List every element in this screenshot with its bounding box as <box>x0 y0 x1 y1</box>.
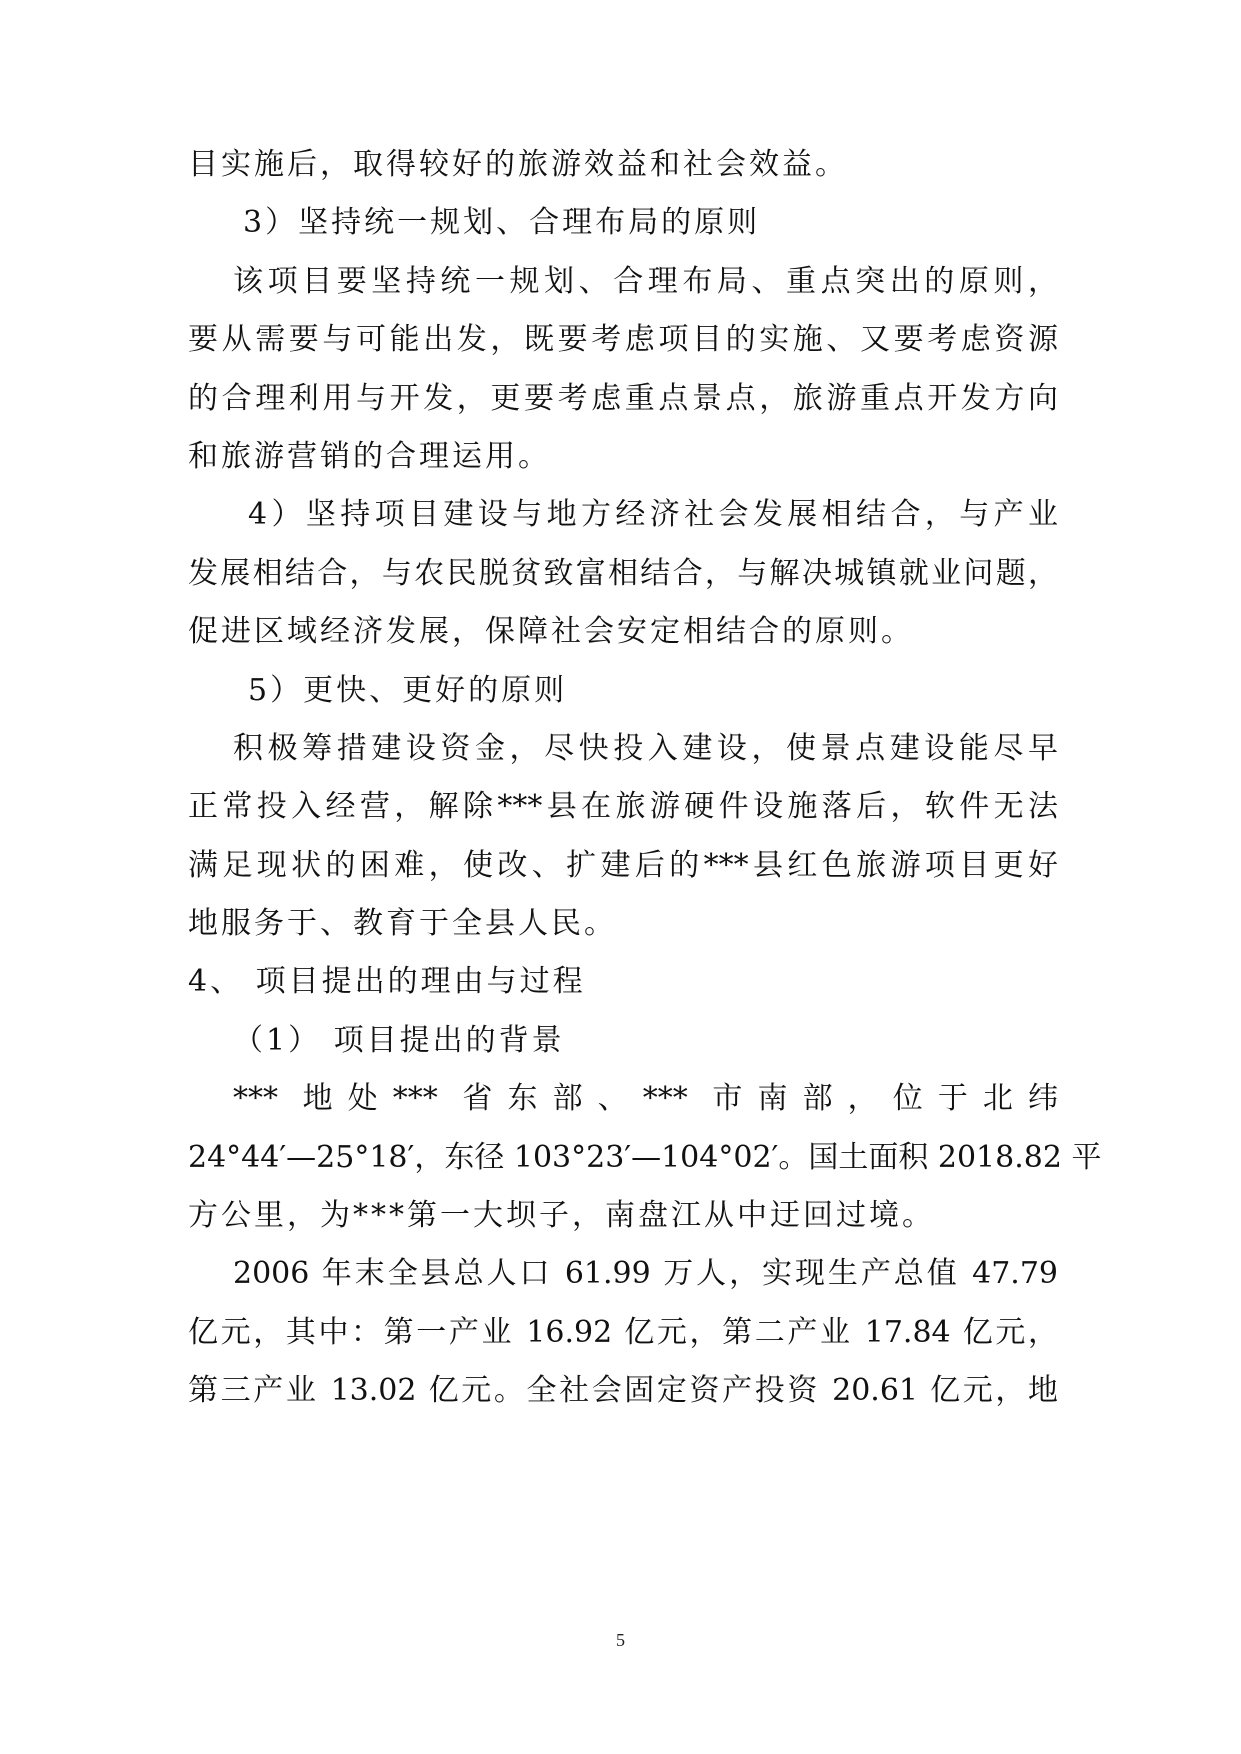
paragraph-line: 方公里，为***第一大坝子，南盘江从中迂回过境。 <box>188 1198 935 1233</box>
paragraph-line: 该项目要坚持统一规划、合理布局、重点突出的原则， <box>233 264 1058 299</box>
section-heading: 3）坚持统一规划、合理布局的原则 <box>243 205 761 240</box>
section-heading: 4）坚持项目建设与地方经济社会发展相结合，与产业 <box>248 497 1058 532</box>
page-number: 5 <box>616 1630 625 1650</box>
paragraph-line: 的合理利用与开发，更要考虑重点景点，旅游重点开发方向 <box>188 381 1058 416</box>
paragraph-line: 第三产业 13.02 亿元。全社会固定资产投资 20.61 亿元，地 <box>188 1373 1058 1408</box>
section-heading: 5）更快、更好的原则 <box>248 673 568 708</box>
section-heading: 4、 项目提出的理由与过程 <box>188 964 586 999</box>
paragraph-line: 发展相结合，与农民脱贫致富相结合，与解决城镇就业问题， <box>188 556 1058 591</box>
paragraph-line: *** 地处*** 省东部、*** 市南部，位于北纬 <box>233 1081 1058 1116</box>
paragraph-line: 和旅游营销的合理运用。 <box>188 439 551 474</box>
paragraph-line: 积极筹措建设资金，尽快投入建设，使景点建设能尽早 <box>233 731 1058 766</box>
paragraph-line: 24°44′—25°18′，东径 103°23′—104°02′。国土面积 2018.82 平 <box>188 1140 1102 1175</box>
paragraph-line: 地服务于、教育于全县人民。 <box>188 906 617 941</box>
paragraph-line: 促进区域经济发展，保障社会安定相结合的原则。 <box>188 614 914 649</box>
paragraph-line: 亿元，其中：第一产业 16.92 亿元，第二产业 17.84 亿元， <box>188 1315 1058 1350</box>
paragraph-line: 目实施后，取得较好的旅游效益和社会效益。 <box>188 147 848 182</box>
paragraph-line: 2006 年末全县总人口 61.99 万人，实现生产总值 47.79 <box>233 1256 1058 1291</box>
paragraph-line: 要从需要与可能出发，既要考虑项目的实施、又要考虑资源 <box>188 322 1058 357</box>
paragraph-line: 正常投入经营，解除***县在旅游硬件设施落后，软件无法 <box>188 789 1058 824</box>
section-heading: （1） 项目提出的背景 <box>233 1023 565 1058</box>
paragraph-line: 满足现状的困难，使改、扩建后的***县红色旅游项目更好 <box>188 848 1058 883</box>
